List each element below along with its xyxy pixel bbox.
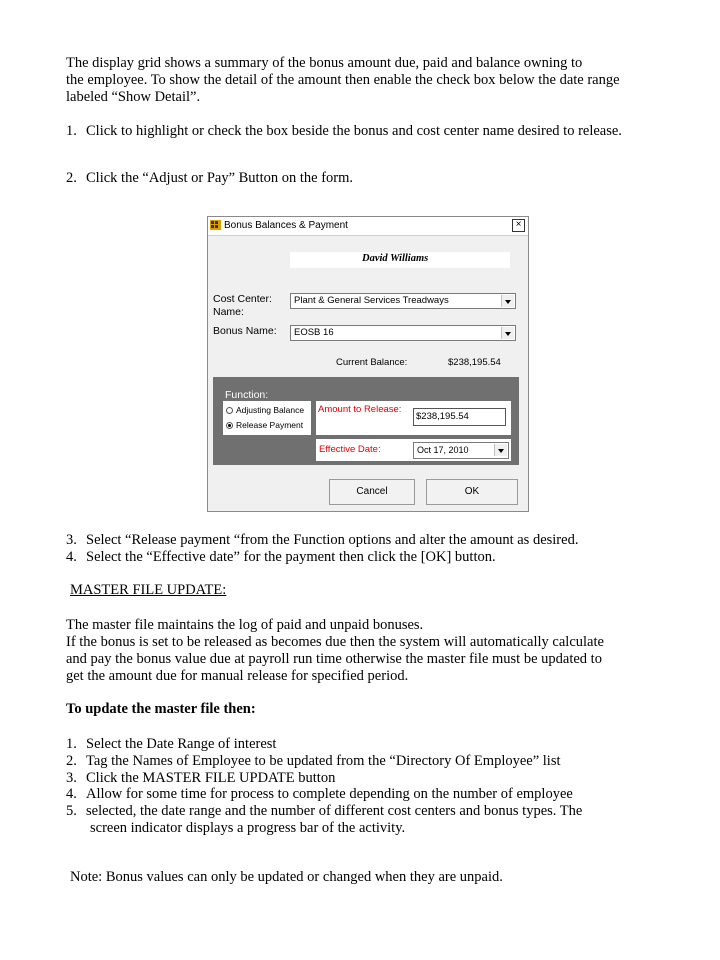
close-icon[interactable]: × [512, 219, 525, 232]
update-step-5 [66, 803, 582, 820]
step-text: Tag the Names of Employee to be updated from the “Directory Of Employee” list [86, 753, 561, 769]
intro-line-1: The display grid shows a summary of the bonus amount due, paid and balance owning to [66, 55, 583, 71]
effective-date-picker[interactable] [413, 442, 509, 459]
amount-input[interactable]: $238,195.54 [413, 408, 506, 426]
cost-center-select[interactable] [290, 293, 516, 309]
master-para-line-3: and pay the bonus value due at payroll run time otherwise the master file must be updated to [66, 651, 602, 667]
function-panel [213, 377, 519, 465]
amount-label: Amount to Release: [318, 404, 402, 415]
master-para-line-1: The master file maintains the log of paid and unpaid bonuses. [66, 617, 424, 633]
step-text: Select the Date Range of interest [86, 736, 277, 752]
step-number: 4. [66, 786, 77, 802]
radio-selected-icon[interactable] [226, 422, 233, 429]
step-text: Select “Release payment “from the Function options and alter the amount as desired. [86, 532, 579, 548]
amount-panel [316, 401, 511, 435]
master-para-line-2: If the bonus is set to be released as becomes due then the system will automatically calculate [66, 634, 604, 650]
update-step-4 [66, 786, 573, 803]
radio-adjusting-balance[interactable] [226, 405, 304, 415]
step-number: 2. [66, 753, 77, 769]
step-text: Click the “Adjust or Pay” Button on the form. [86, 170, 354, 186]
bonus-name-value: EOSB 16 [294, 327, 334, 338]
step-text: selected, the date range and the number of different cost centers and bonus types. The [86, 803, 583, 819]
step-text: Select the “Effective date” for the payment then click the [OK] button. [86, 549, 496, 565]
intro-line-2: the employee. To show the detail of the amount then enable the check box below the date range [66, 72, 620, 88]
update-step-5-continued: screen indicator displays a progress bar of the activity. [90, 820, 406, 836]
effective-date-value: Oct 17, 2010 [417, 445, 469, 455]
cancel-button[interactable]: Cancel [329, 479, 415, 505]
step-text: Allow for some time for process to complete depending on the number of employee [86, 786, 573, 802]
step-number: 4. [66, 549, 77, 565]
radio-icon[interactable] [226, 407, 233, 414]
cost-center-label-2: Name: [213, 306, 244, 318]
bonus-name-label: Bonus Name: [213, 325, 277, 337]
radio-label: Adjusting Balance [236, 405, 305, 415]
step-number: 3. [66, 770, 77, 786]
update-step-1 [66, 736, 276, 753]
master-file-heading: MASTER FILE UPDATE: [70, 582, 227, 598]
step-text: Click to highlight or check the box beside the bonus and cost center name desired to release. [86, 123, 622, 139]
step-number: 2. [66, 170, 77, 186]
update-step-2 [66, 753, 561, 770]
function-options [223, 401, 311, 435]
effective-date-label: Effective Date: [319, 444, 381, 455]
effective-date-panel [316, 439, 511, 461]
step-number: 5. [66, 803, 77, 819]
chevron-down-icon[interactable] [501, 295, 514, 307]
step-number: 3. [66, 532, 77, 548]
current-balance-value: $238,195.54 [448, 357, 501, 368]
update-heading: To update the master file then: [66, 701, 256, 717]
chevron-down-icon[interactable] [501, 327, 514, 339]
step-3 [66, 532, 578, 549]
current-balance-label: Current Balance: [336, 357, 408, 368]
step-number: 1. [66, 736, 77, 752]
intro-line-3: labeled “Show Detail”. [66, 89, 201, 105]
cost-center-label-1: Cost Center: [213, 293, 272, 305]
bonus-name-select[interactable] [290, 325, 516, 341]
note: Note: Bonus values can only be updated or changed when they are unpaid. [70, 869, 503, 885]
master-para-line-4: get the amount due for manual release for specified period. [66, 668, 409, 684]
step-2 [66, 170, 353, 187]
step-text: Click the MASTER FILE UPDATE button [86, 770, 336, 786]
radio-release-payment[interactable] [226, 420, 303, 430]
dialog-title: Bonus Balances & Payment [224, 220, 348, 231]
ok-button[interactable]: OK [426, 479, 518, 505]
dialog-titlebar [208, 217, 528, 236]
step-4 [66, 549, 496, 566]
step-number: 1. [66, 123, 77, 139]
employee-name: David Williams [362, 253, 429, 264]
function-label: Function: [225, 389, 269, 401]
bonus-payment-dialog [207, 216, 529, 512]
step-1 [66, 123, 622, 140]
app-icon [210, 219, 221, 231]
cost-center-value: Plant & General Services Treadways [294, 295, 449, 306]
chevron-down-icon[interactable] [494, 444, 507, 456]
radio-label: Release Payment [236, 420, 304, 430]
update-step-3 [66, 770, 335, 787]
